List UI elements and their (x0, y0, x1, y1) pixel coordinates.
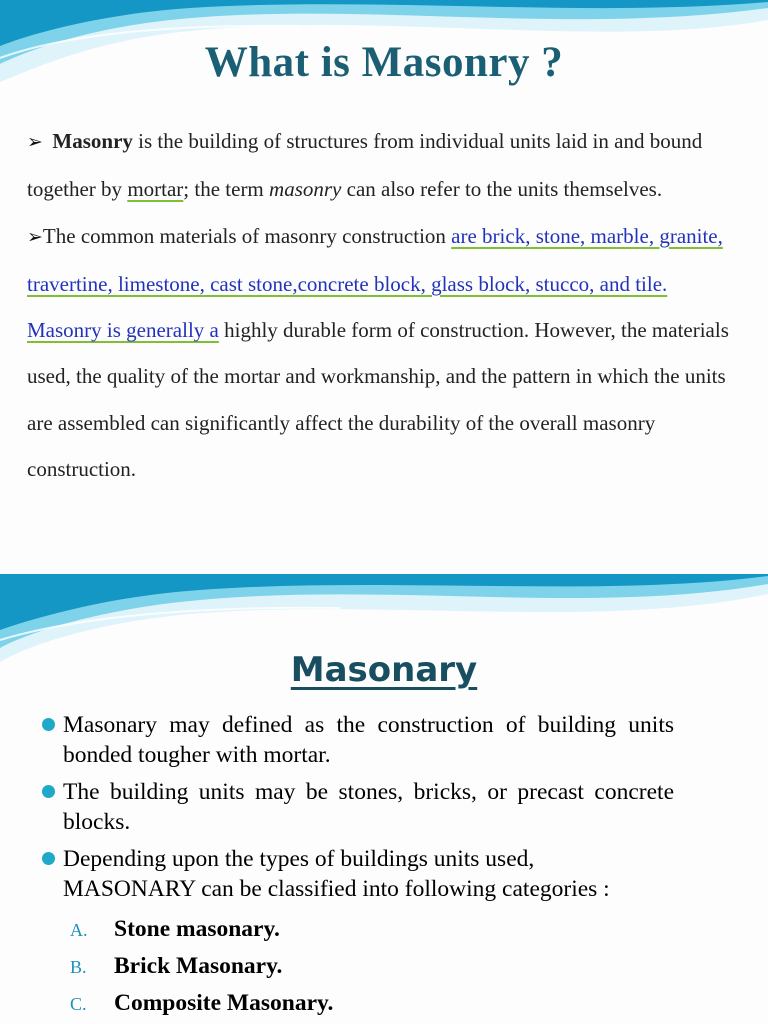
bullet-dot-icon (42, 718, 55, 731)
bullet-continuation: MASONARY can be classified into following categories : (63, 876, 610, 902)
category-item: B. Brick Masonary. (70, 953, 283, 979)
slide-body (27, 118, 747, 492)
materials-link[interactable]: are brick, stone, marble, granite, travertine, limestone, cast stone,concrete block, glass block, stucco, and tile. Masonry is generally a (27, 223, 723, 343)
bullet-dot-icon (42, 852, 55, 865)
paragraph-1: ➢ Masonry is the building of structures from individual units laid in and bound together by mortar; the term masonry can also refer to the units themselves. (27, 129, 703, 202)
bullet-list (42, 710, 674, 1022)
category-item: C. Composite Masonary. (70, 990, 334, 1016)
arrow-bullet-icon: ➢ (27, 226, 43, 248)
term-masonry-italic: masonry (269, 177, 342, 202)
bullet-dot-icon (42, 785, 55, 798)
list-item: The building units may be stones, bricks, or precast concrete blocks. (42, 777, 674, 837)
list-item: Depending upon the types of buildings units used, MASONARY can be classified into following categories : (42, 844, 674, 904)
list-item: Masonary may defined as the construction of building units bonded tougher with mortar. (42, 710, 674, 770)
slide-title: What is Masonry ? (204, 39, 564, 86)
slide-title: Masonary (290, 650, 478, 690)
term-mortar: mortar (127, 177, 184, 202)
arrow-bullet-icon: ➢ (27, 132, 53, 153)
paragraph-2: ➢The common materials of masonry construction are brick, stone, marble, granite, travertine, limestone, cast stone,concrete block, glass block, stucco, and tile. Masonry is generally a highly durable form of construction. However, the materials used, the quality of the mortar and workmanship, and the pattern in which the units are assembled can significantly affect the durability of the overall masonry construction. (27, 223, 729, 482)
slide-2 (0, 574, 768, 1024)
category-list (42, 911, 674, 1022)
category-item: A. Stone masonary. (70, 916, 280, 942)
term-masonry: Masonry (52, 129, 133, 153)
